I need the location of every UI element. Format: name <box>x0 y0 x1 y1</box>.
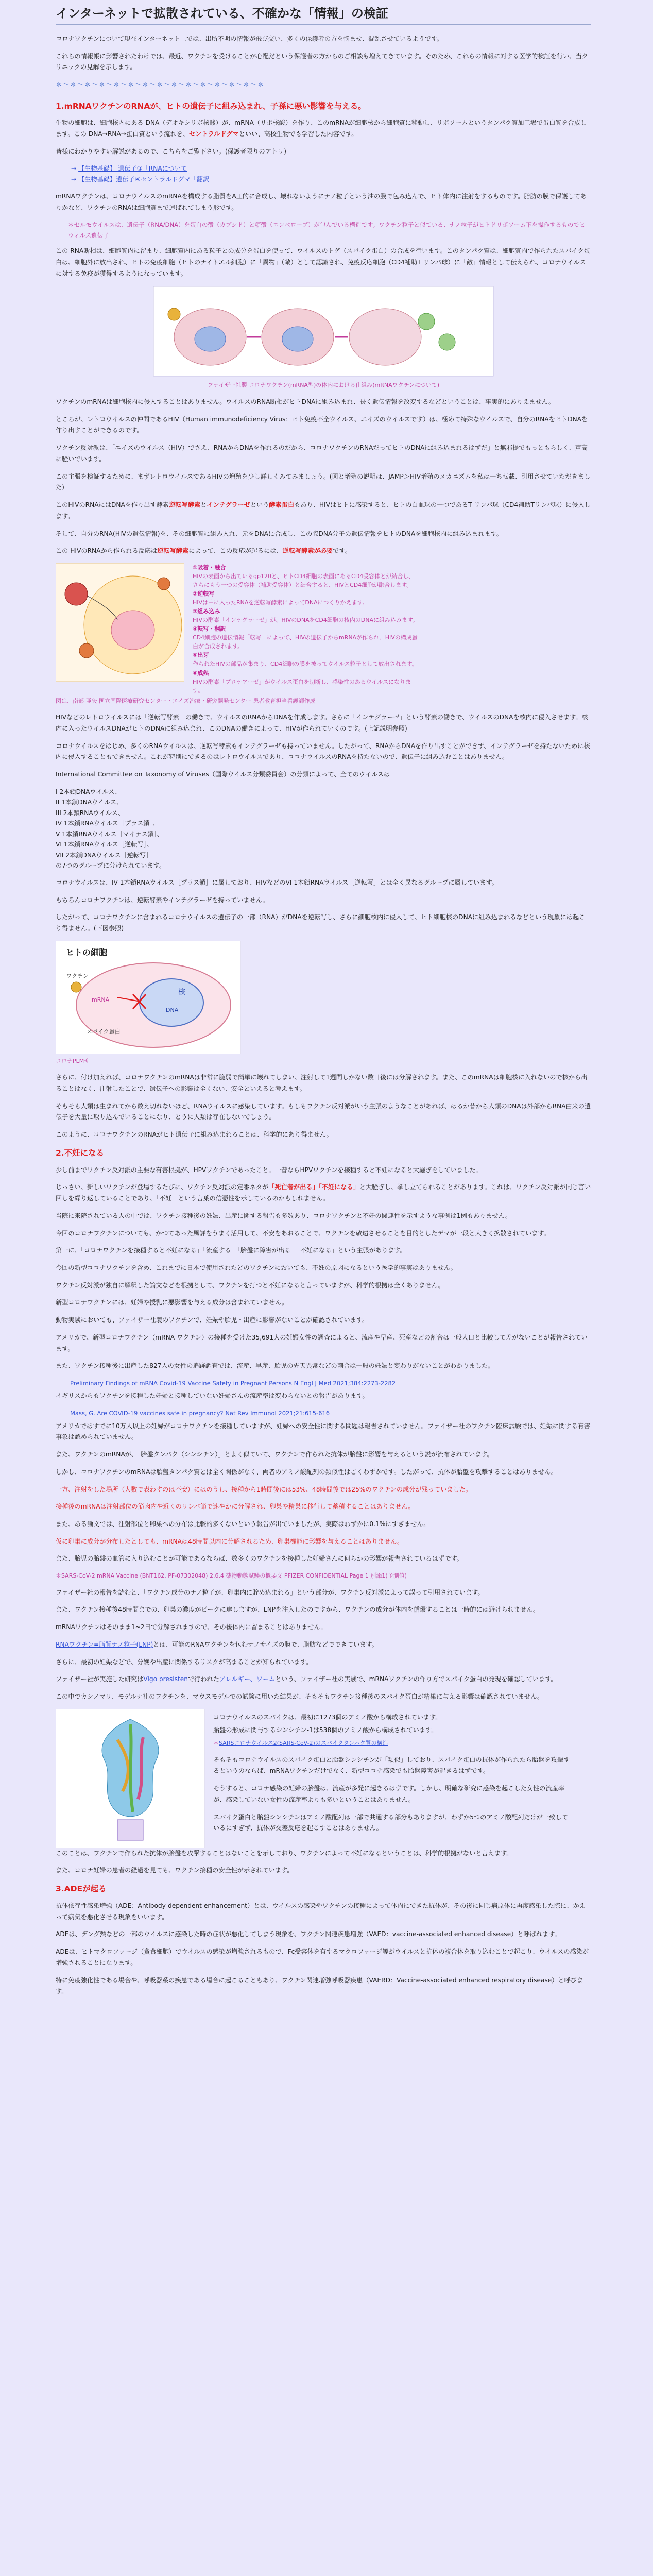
sec1c-paragraph-1: さらに、付け加えれば、コロナワクチンのmRNAは非常に脆弱で簡単に壊れてしまい、注射して1週間しかない数日後には分解されます。また、このmRNAは細胞核に入れないので核から出ることはなく、注射したことで、遺伝子への影響は全くない、安全といえると考えます。 <box>56 1074 588 1092</box>
hiv-step: ⑥成熟 HIVの酵素「プロテアーゼ」がウイルス蛋白を切断し、感染性のあるウイルスになります。 <box>193 669 411 694</box>
sec1b-paragraph-1: HIVなどのレトロウイルスには「逆転写酵素」の働きで、ウイルスのRNAからDNAを作成します。さらに「インテグラーゼ」という酵素の働きで、ウイルスのDNAを核内に侵入させます。核内に入ったウイルスDNAがヒトのDNAに組み込まれ、このDNAの働きによって、HIVが作られていくのです。(上記説明参照) <box>56 714 588 732</box>
sec2-paragraph-11: また、ワクチン接種後に出産した827人の女性の追跡調査では、流産、早産、胎児の先天異常などの割合は一般の妊娠と変わりがないことがわかりました。 <box>56 1362 494 1370</box>
hiv-step: ③組み込み HIVの酵素「インテグラーゼ」が、HIVのDNAをCD4細胞の核内のDNAに組み込みます。 <box>193 608 419 624</box>
sec2-paragraph-2: じっさい、新しいワクチンが登場するたびに、ワクチン反対派の定番ネタが「死亡者が出る」「不妊になる」と大騒ぎし、挙し立てられることがあります。これは、ワクチン反対派が同じ言い回しを繰り返していることであり、「不妊」という言葉の信憑性を示しているのかもしれません。 <box>56 1183 591 1202</box>
sec1-paragraph-7: ワクチン反対派は、「エイズのウイルス（HIV）でさえ、RNAからDNAを作れるのだから、コロナワクチンのRNAだってヒトのDNAに組み込まれるはずだ」と無邪提でもっともらしく、声高に騒いでいます。 <box>56 444 588 463</box>
sec2-paragraph-15: しかし、コロナワクチンのmRNAは胎盤タンパク質とは全く関係がなく、両者のアミノ酸配列の類似性はごくわずかです。したがって、抗体が胎盤を攻撃することはありません。 <box>56 1468 558 1476</box>
sec2-paragraph-10: アメリカで、新型コロナワクチン（mRNA ワクチン）の接種を受けた35,691人の妊娠女性の調査によると、流産や早産、死産などの割合は一般人口と比較して差がないことが報告されています。 <box>56 1333 588 1352</box>
sec2b-paragraph-3: スパイク蛋白と胎盤シンシチンはアミノ酸配列は一部で共通する部分もありますが、わずか5つのアミノ酸配列だけが一致しているにすぎず、抗体が交差反応を起こすことはありません。 <box>213 1813 568 1832</box>
star-divider: ＊～＊～＊～＊～＊～＊～＊～＊～＊～＊～＊～＊～＊～＊～＊ <box>56 81 265 89</box>
sec3-paragraph-4: 特に免疫強化性である場合や、呼吸器系の疾患である場合に起こることもあり、ワクチン関連増強呼吸器疾患（VAERD：Vaccine-associated enhanced respiratory disease）と呼びます。 <box>56 1976 583 1995</box>
virus-class-item: III 2本鎖RNAウイルス、 <box>56 809 125 817</box>
arrow-right-icon: → <box>71 176 79 183</box>
title-divider <box>56 24 591 25</box>
virus-class-item: IV 1本鎖RNAウイルス［プラス鎖］、 <box>56 820 159 827</box>
sec3-paragraph-1: 抗体依存性感染増強（ADE：Antibody-dependent enhancement）とは、ウイルスの感染やワクチンの接種によって体内にできた抗体が、その後に同じ病原体に再度感染した際に、かえって病気を悪化させる現象をいいます。 <box>56 1902 586 1921</box>
vaccine-mechanism-figure <box>56 285 591 378</box>
mrna-label: mRNA <box>92 996 110 1003</box>
sec2-paragraph-5: 第一に、「コロナワクチンを接種すると不妊になる」「流産する」「胎盤に障害が出る」「不妊になる」という主張があります。 <box>56 1247 406 1255</box>
sec1b-paragraph-6: もちろんコロナワクチンは、逆転酵素やインテグラーゼを持っていません。 <box>56 896 269 904</box>
sec2-paragraph-16: 一方、注射をした場所（人数で表わすのは不安）にはのうし、接種から1時間後には53%、48時間後では25%のワクチンの成分が残っていました。 <box>56 1485 472 1493</box>
spike-protein-figure <box>56 1709 205 1848</box>
sec1-paragraph-8: この主張を検証するために、まずレトロウイルスであるHIVの増殖を少し詳しくみてみましょう。(図と増殖の説明は、JAMP＞HIV増殖のメカニズムを私は一ち転載、引用させていただきました) <box>56 472 591 492</box>
video-link-item[interactable]: → 【生物基礎】 遺伝子③「RNAについて <box>71 165 187 173</box>
sec2-paragraph-27: この中でカシノマリ、モデルナ社のワクチンを、マウスモデルでの試験に用いた結果が、そもそもワクチン接種後のスパイク蛋白が精巣に与える影響は確認されていません。 <box>56 1693 544 1701</box>
spike-text-col <box>213 1709 574 1840</box>
intro-paragraph-1: コロナワクチンについて現在インターネット上では、出所不明の情報が飛び交い、多くの保護者の方を悩ませ、混乱させているようです。 <box>56 35 443 42</box>
sec2-paragraph-21: ファイザー社の報告を読むと、「ワクチン成分のナノ粒子が、卵巣内に貯め込まれる」という部分が、ワクチン反対派によって誤って引用されています。 <box>56 1588 484 1596</box>
video-link-item[interactable]: → 【生物基礎】遺伝子④セントラルドグマ「翻訳 <box>71 176 210 183</box>
sec2-paragraph-9: 動物実験においても、ファイザー社製のワクチンで、妊娠や胎児・出産に影響がないことが確認されています。 <box>56 1316 369 1324</box>
sec1b-paragraph-7: したがって、コロナワクチンに含まれるコロナウイルスの遺伝子の一部（RNA）がDNAを逆転写し、さらに細胞核内に侵入して、ヒト細胞核のDNAに組み込まれるなどという現象には起こり得ません。(下図参照) <box>56 913 586 932</box>
intro-paragraph-2: これらの情報帳に影響されたわけでは、最近、ワクチンを受けることが心配だという保護者の方からのご相談も増えてきています。そのため、これらの情報に対する医学的検証を行い、当クリニックの見解を示します。 <box>56 52 588 71</box>
sec2-paragraph-18: また、ある論文では、注射部位と卵巣への分布は比較的多くないという報告が出ていましたが、実際はわずかに0.1%にすぎません。 <box>56 1520 430 1528</box>
sec3-paragraph-3: ADEは、ヒトマクロファージ（貪食細胞）でウイルスの感染が増強されるもので、Fc受容体を有するマクロファージ等がウイルスと抗体の複合体を取り込むことで起こり、ウイルスの感染が増強されることになります。 <box>56 1948 589 1967</box>
sec1b-paragraph-3: International Committee on Taxonomy of Viruses（国際ウイルス分類委員会）の分類によって、全てのウイルスは <box>56 771 390 778</box>
sec2-paragraph-6: 今回の新型コロナワクチンを含め、これまでに日本で使用されたどのワクチンにおいても、不妊の原因になるという医学的事実はありません。 <box>56 1264 457 1272</box>
sec2-paragraph-26: ファイザー社が実施した研究はVigo presistenで行われたアレルギー、ワームという、ファイザー社の実験で、mRNAワクチンの作り方でスパイク蛋白の発現を確認しています。 <box>56 1675 557 1683</box>
sec1-paragraph-9: このHIVのRNAにはDNAを作り出す酵素逆転写酵素とインテグラーゼという酵素蛋白もあり、HIVはヒトに感染すると、ヒトの白血球の一つであるT リンパ球（CD4補助Tリンパ球）に侵入します。 <box>56 501 591 520</box>
spike-structure-link[interactable]: SARSコロナウイルス2(SARS-CoV-2)のスパイクタンパク質の構造 <box>219 1740 388 1747</box>
sec2-paragraph-17: 接種後のmRNAは注射部位の筋肉内や近くのリンパ節で速やかに分解され、卵巣や精巣に移行して蓄積することはありません。 <box>56 1503 415 1511</box>
sec1-paragraph-6: ところが、レトロウイルスの仲間であるHIV（Human immunodeficiency Virus：ヒト免疫不全ウイルス、エイズのウイルスです）は、極めて特殊なウイルスで、自分のRNAをヒトDNAを作り出すことができるのです。 <box>56 415 588 434</box>
sec1-paragraph-3: mRNAワクチンは、コロナウイルスのmRNAを構成する脂質をA工的に合成し、壊れないようにナノ粒子という油の膜で包み込んで、ヒト体内に注射をするものです。脂肪の膜で保護してありかなど、ワクチンのRNAは細胞質まで運ばれてしまう形です。 <box>56 192 587 211</box>
sec2-paragraph-24: RNAワクチン=脂質ナノ粒子(LNP)とは、可能のRNAワクチンを包むナノサイズの膜で、脂肪などでできています。 <box>56 1640 378 1648</box>
virus-class-list <box>56 787 591 871</box>
sec2-paragraph-4: 今回のコロナワクチンについても、かつてあった風評をうまく活用して、不安をあおることで、ワクチンを敬遠させることを目的としたデマが一段と大きく拡散されています。 <box>56 1229 550 1237</box>
reference-link[interactable]: Mass, G. Are COVID-19 vaccines safe in pregnancy? Nat Rev Immunol 2021;21:615-616 <box>70 1410 330 1417</box>
sec2-paragraph-25: さらに、最初の妊娠などで、分娩や出産に関係するリスクが高まることが知られています。 <box>56 1658 313 1666</box>
article <box>56 0 591 2004</box>
virus-class-tail: の7つのグループに分けられています。 <box>56 862 165 870</box>
arrow-right-icon: → <box>71 165 79 173</box>
hiv-step: ⑤出芽 作られたHIVの部品が集まり、CD4細胞の膜を被ってウイルス粒子として放出されます。 <box>193 652 418 668</box>
virus-class-item: II 1本鎖DNAウイルス、 <box>56 799 123 806</box>
sec1-paragraph-2: 皆様にわかりやすい解説があるので、こちらをご覧下さい。(保護者限りのアトリ) <box>56 147 287 155</box>
human-cell-figure <box>56 941 241 1054</box>
hiv-replication-block <box>56 563 591 695</box>
spike-text-2: 胎盤の形成に関与するシンシチン-1は538個のアミノ酸から構成されています。 <box>213 1726 438 1734</box>
sec2-paragraph-20: また、胎児の胎盤の血管に入り込むことが可能であるならば、数多くのワクチンを接種した妊婦さんに何らかの影響が報告されているはずです。 <box>56 1555 463 1563</box>
sec2b-paragraph-5: また、コロナ妊婦の患者の経過を見ても、ワクチン接種の安全性が示されています。 <box>56 1867 294 1874</box>
hiv-figure-caption: 図は、南部 亜矢 国立国際医療研究センター・エイズ治療・研究開発センター 患者教育担当看護師作成 <box>56 697 316 704</box>
hiv-step: ④転写・翻訳 CD4細胞の遺伝情報「転写」によって、HIVの遺伝子からmRNAが作られ、HIVの構成蛋白が合成されます。 <box>193 625 418 650</box>
sec2-paragraph-7: ワクチン反対派が独自に解釈した論文などを根拠として、ワクチンを打つと不妊になると言っていますが、科学的根拠は全くありません。 <box>56 1281 444 1289</box>
sec2-source-note: ＊SARS-CoV-2 mRNA Vaccine (BNT162, PF-07302048) 2.6.4 薬物動態試験の概要文 PFIZER CONFIDENTIAL Page 1 別添1(予測値) <box>56 1572 407 1580</box>
sec2-paragraph-8: 新型コロナワクチンには、妊婦や授乳に悪影響を与える成分は含まれていません。 <box>56 1299 288 1307</box>
study-link[interactable]: アレルギー、ワーム <box>219 1675 276 1683</box>
sec1c-paragraph-2: そもそも人類は生まれてから数え切れないほど、RNAウイルスに感染しています。もしもワクチン反対派がいう主張のようなことがあれば、はるか昔から人類のDNAは外部からRNA由来の遺伝子を大量に取り込んでいることになり、とうに人類は存在しないでしょう。 <box>56 1102 591 1121</box>
vaccine-label: ワクチン <box>66 972 89 979</box>
cell-figure-heading: ヒトの細胞 <box>66 947 108 957</box>
sec2-paragraph-12: イギリスからもワクチンを接種した妊婦と接種していない妊婦さんの流産率は変わらないとの報告があります。 <box>56 1392 369 1400</box>
reference-link[interactable]: Preliminary Findings of mRNA Covid-19 Vaccine Safety in Pregnant Persons N Engl J Med 2021;384:2273-2282 <box>70 1380 396 1387</box>
hiv-replication-diagram <box>56 563 184 682</box>
virus-class-item: VI 1本鎖RNAウイルス［逆転写］、 <box>56 841 153 849</box>
sec1c-paragraph-3: このように、コロナワクチンのRNAがヒト遺伝子に組み込まれることは、科学的にあり得ません。 <box>56 1131 333 1139</box>
sec2-paragraph-1: 少し前までワクチン反対派の主要な有害根拠が、HPVワクチンであったこと。一昔ならHPVワクチンを接種すると不妊になると大騒ぎをしていました。 <box>56 1166 482 1174</box>
hiv-steps-list <box>193 563 419 695</box>
section-1-heading: 1.mRNAワクチンのRNAが、ヒトの遺伝子に組み込まれ、子孫に悪い影響を与える。 <box>56 101 366 111</box>
hiv-step: ①吸着・融合 HIVの表面から出ているgp120と、ヒトCD4細胞の表面にあるCD4受容体とが結合し、さらにもう一つの受容体（補助受容体）と結合すると、HIVとCD4細胞が融合します。 <box>193 564 415 589</box>
spike-protein-block <box>56 1709 591 1848</box>
page-title: インターネットで拡散されている、不確かな「情報」の検証 <box>56 6 388 21</box>
study-link[interactable]: Vigo presisten <box>143 1675 188 1683</box>
sec1-paragraph-5: ワクチンのmRNAは細胞核内に侵入することはありません。ウイルスのRNA断相がヒトDNAに組み込まれ、長く遺伝情報を改変するなどということは、事実的にありえません。 <box>56 398 555 406</box>
central-dogma-term: セントラルドグマ <box>188 130 239 138</box>
figure-caption: ファイザー社製 コロナワクチン(mRNA型)の体内における仕組み(mRNAワクチンについて) <box>207 382 440 389</box>
sec2-paragraph-22: また、ワクチン接種後48時間までの、卵巣の濃度がピークに達しますが、LNPを注入したのですから、ワクチンの成分が体内を循環することは一時的には避けられません。 <box>56 1606 540 1614</box>
section-2-heading: 2.不妊になる <box>56 1148 105 1158</box>
sec1-paragraph-10: そして、自分のRNA(HIVの遺伝情報)を、その細胞質に組み入れ、元をDNAに合成し、この際DNA分子の遺伝情報をヒトのDNAを細胞核内に組み込まれます。 <box>56 530 503 537</box>
sec1-paragraph-4: この RNA断相は、細胞質内に留まり、細胞質内にある粒子との成分を蛋白を使って、ウイルスのトゲ（スパイク蛋白）の合成を行います。このタンパク質は、細胞質内で作られたスパイク蛋白は、細胞外に放出され、ヒトの免疫細胞（ヒトのナイトエル細胞）に「異物」（敵）として認識され、免疫反応細胞（CD4補助T リンパ球）に「敵」情報として伝えられ、コロナウイルスに対する免疫が獲得するようになっています。 <box>56 247 590 277</box>
sec2b-paragraph-4: このことは、ワクチンで作られた抗体が胎盤を攻撃することはないことを示しており、ワクチンによって不妊になるということは、科学的根拠がないと言えます。 <box>56 1849 513 1857</box>
sec3-paragraph-2: ADEは、デング熱などの一部のウイルスに感染した時の症状が悪化してしまう現象を、ワクチン関連疾患増強（VAED：vaccine-associated enhanced disease）と呼ばれます。 <box>56 1930 561 1938</box>
sec1-paragraph-11: この HIVのRNAから作られる反応は逆転写酵素によって、この反応が起るには、逆転写酵素が必要です。 <box>56 547 351 555</box>
sec1-paragraph-1: 生物の細胞は、細胞核内にある DNA（デオキシリボ核酸）が、mRNA（リボ核酸）を作り、このmRNAが細胞核から細胞質に移動し、リボソームというタンパク質加工場で蛋白質を合成します。この DNA→RNA→蛋白質という流れを、セントラルドグマといい、高校生物でも学習した内容です。 <box>56 119 587 138</box>
sec2-paragraph-23: mRNAワクチンはそのまま1~2日で分解されますので、その後体内に留まることはありません。 <box>56 1623 327 1631</box>
sec2-paragraph-13: アメリカではすでに10万人以上の妊婦がコロナワクチンを接種していますが、妊婦への安全性に関する問題は報告されていません。ファイザー社のワクチン臨床試験では、妊娠に関する有害事象は認められていません。 <box>56 1422 591 1441</box>
spike-text-1: コロナウイルスのスパイクは、最初に1273個のアミノ酸から構成されています。 <box>213 1713 442 1721</box>
spike-label: スパイク蛋白 <box>87 1028 121 1035</box>
sec2b-paragraph-2: そうすると、コロナ感染の妊婦の胎盤は、流産が多発に起きるはずです。しかし、明確な研究に感染を起こした女性の流産率が、感染していない女性の流産率よりも多いということはありません。 <box>213 1785 564 1803</box>
sec1-note: ＊セルモウイルスは、遺伝子（RNA/DNA）を蛋白の殻（カプシド）と糖殻（エンベロープ）が包んでいる構造です。ワクチン粒子と似ている、ナノ粒子がヒトドリポソーム下を操作するものでヒ ウィルス遺伝子 <box>68 221 586 239</box>
sec2b-paragraph-1: そもそもコロナウイルスのスパイク蛋白と胎盤シンシチンが「類似」しており、スパイク蛋白の抗体が作られたら胎盤を攻撃するというのならば、mRNAワクチンだけでなく、新型コロナ感染でも胎盤障害が起きるはずです。 <box>213 1756 570 1775</box>
lnp-link[interactable]: RNAワクチン=脂質ナノ粒子(LNP) <box>56 1640 153 1648</box>
nucleus-label: 核 <box>178 988 185 996</box>
video-links <box>71 163 591 184</box>
dna-label: DNA <box>166 1006 179 1013</box>
virus-class-item: VII 2本鎖DNAウイルス［逆転写］ <box>56 851 152 859</box>
virus-class-item: I 2本鎖DNAウイルス、 <box>56 788 122 795</box>
spike-note: ＊SARSコロナウイルス2(SARS-CoV-2)のスパイクタンパク質の構造 <box>213 1740 388 1747</box>
sec2-paragraph-14: また、ワクチンのmRNAが、「胎盤タンパク（シンシチン）」とよく似ていて、ワクチンで作られた抗体が胎盤に影響を与えるという説が流布されています。 <box>56 1451 493 1459</box>
sec1b-paragraph-2: コロナウイルスをはじめ、多くのRNAウイルスは、逆転写酵素もインテグラーゼも持っていません。したがって、RNAからDNAを作り出すことができず、インテグラーゼを持たないために核内に侵入することもできません。これが特別にできるのはレトロウイルスであり、コロナウイルスのRNAを持たないので、遺伝子に組み込むことはありません。 <box>56 742 590 761</box>
cell-figure-caption: コロナPLMサ <box>56 1057 90 1064</box>
section-3-heading: 3.ADEが起る <box>56 1884 107 1894</box>
sec2-paragraph-3: 当院に来院されている人の中では、ワクチン接種後の妊娠、出産に関する報告も多数あり、コロナワクチンと不妊の関連性を示すような事例は1例もありません。 <box>56 1212 511 1219</box>
hiv-step: ②逆転写 HIVは中に入ったRNAを逆転写酵素によってDNAにつくりかえます。 <box>193 590 368 606</box>
virus-class-item: V 1本鎖RNAウイルス［マイナス鎖］、 <box>56 830 163 838</box>
sec1b-paragraph-5: コロナウイルスは、IV 1本鎖RNAウイルス［プラス鎖］に属しており、HIVなどのVI 1本鎖RNAウイルス［逆転写］とは全く異なるグループに属しています。 <box>56 878 498 886</box>
sec2-paragraph-19: 仮に卵巣に成分が分布したとしても、mRNAは48時間以内に分解されるため、卵巣機能に影響を与えることはありません。 <box>56 1537 404 1545</box>
